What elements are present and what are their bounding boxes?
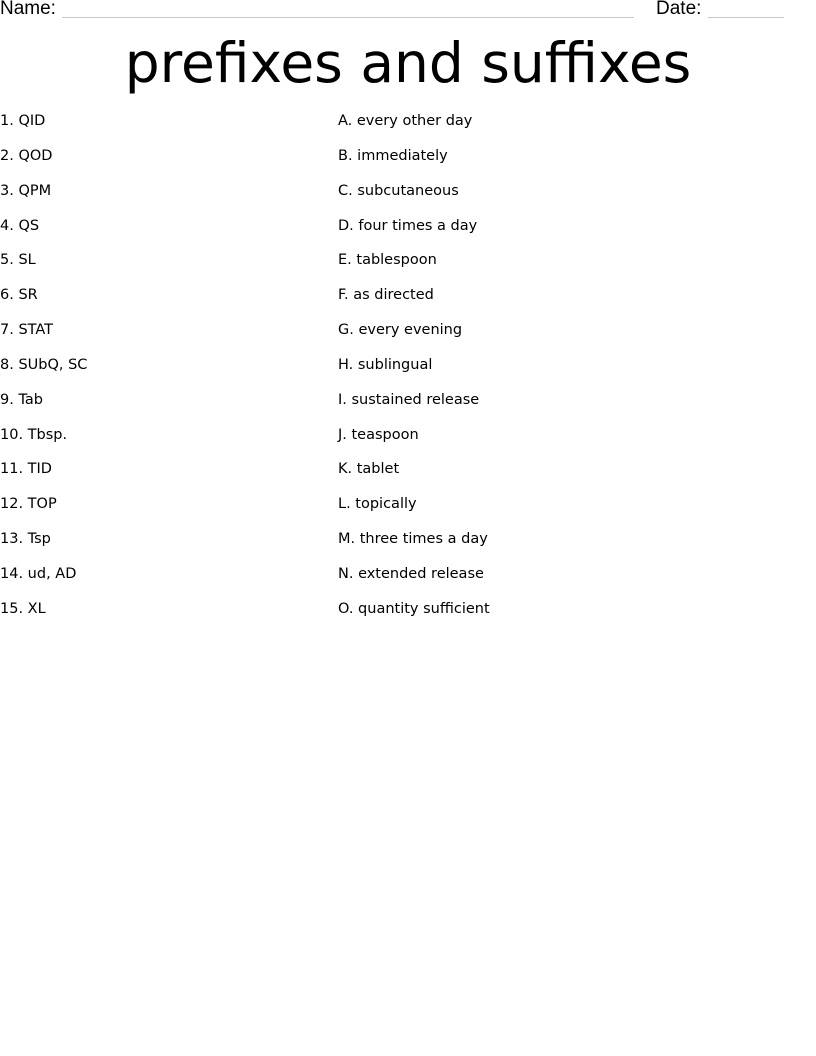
- definition-item: E. tablespoon: [338, 252, 437, 269]
- definition-item: A. every other day: [338, 113, 473, 129]
- date-label: Date:: [656, 0, 702, 19]
- terms-list: [0, 110, 87, 633]
- term-item: 10. Tbsp.: [0, 426, 68, 443]
- definition-item: G. every evening: [338, 322, 463, 339]
- term-item: 14. ud, AD: [0, 565, 77, 582]
- definition-item: F. as directed: [338, 287, 434, 304]
- date-field[interactable]: [708, 17, 784, 18]
- term-item: 3. QPM: [0, 182, 52, 199]
- definition-item: J. teaspoon: [338, 426, 419, 443]
- term-item: 4. QS: [0, 217, 40, 234]
- term-item: 2. QOD: [0, 147, 53, 164]
- definition-item: M. three times a day: [338, 531, 488, 548]
- definition-item: N. extended release: [338, 565, 484, 582]
- term-item: 6. SR: [0, 287, 38, 304]
- term-item: 8. SUbQ, SC: [0, 356, 88, 373]
- definition-item: K. tablet: [338, 461, 400, 478]
- name-label: Name:: [0, 0, 56, 19]
- definition-item: I. sustained release: [338, 391, 480, 408]
- page-title: prefixes and suffixes: [124, 31, 692, 95]
- definition-item: B. immediately: [338, 147, 448, 164]
- term-item: 13. Tsp: [0, 531, 51, 548]
- worksheet-header: [0, 0, 816, 24]
- term-item: 5. SL: [0, 252, 36, 269]
- term-item: 11. TID: [0, 461, 52, 478]
- definitions-list: [338, 110, 490, 633]
- definition-item: O. quantity sufficient: [338, 600, 490, 617]
- definition-item: C. subcutaneous: [338, 182, 459, 199]
- term-item: 9. Tab: [0, 391, 43, 408]
- definition-item: L. topically: [338, 496, 417, 513]
- term-item: 1. QID: [0, 113, 46, 129]
- term-item: 12. TOP: [0, 496, 57, 513]
- name-field[interactable]: [62, 17, 634, 18]
- term-item: 15. XL: [0, 600, 46, 617]
- definition-item: H. sublingual: [338, 356, 433, 373]
- definition-item: D. four times a day: [338, 217, 478, 234]
- term-item: 7. STAT: [0, 322, 54, 339]
